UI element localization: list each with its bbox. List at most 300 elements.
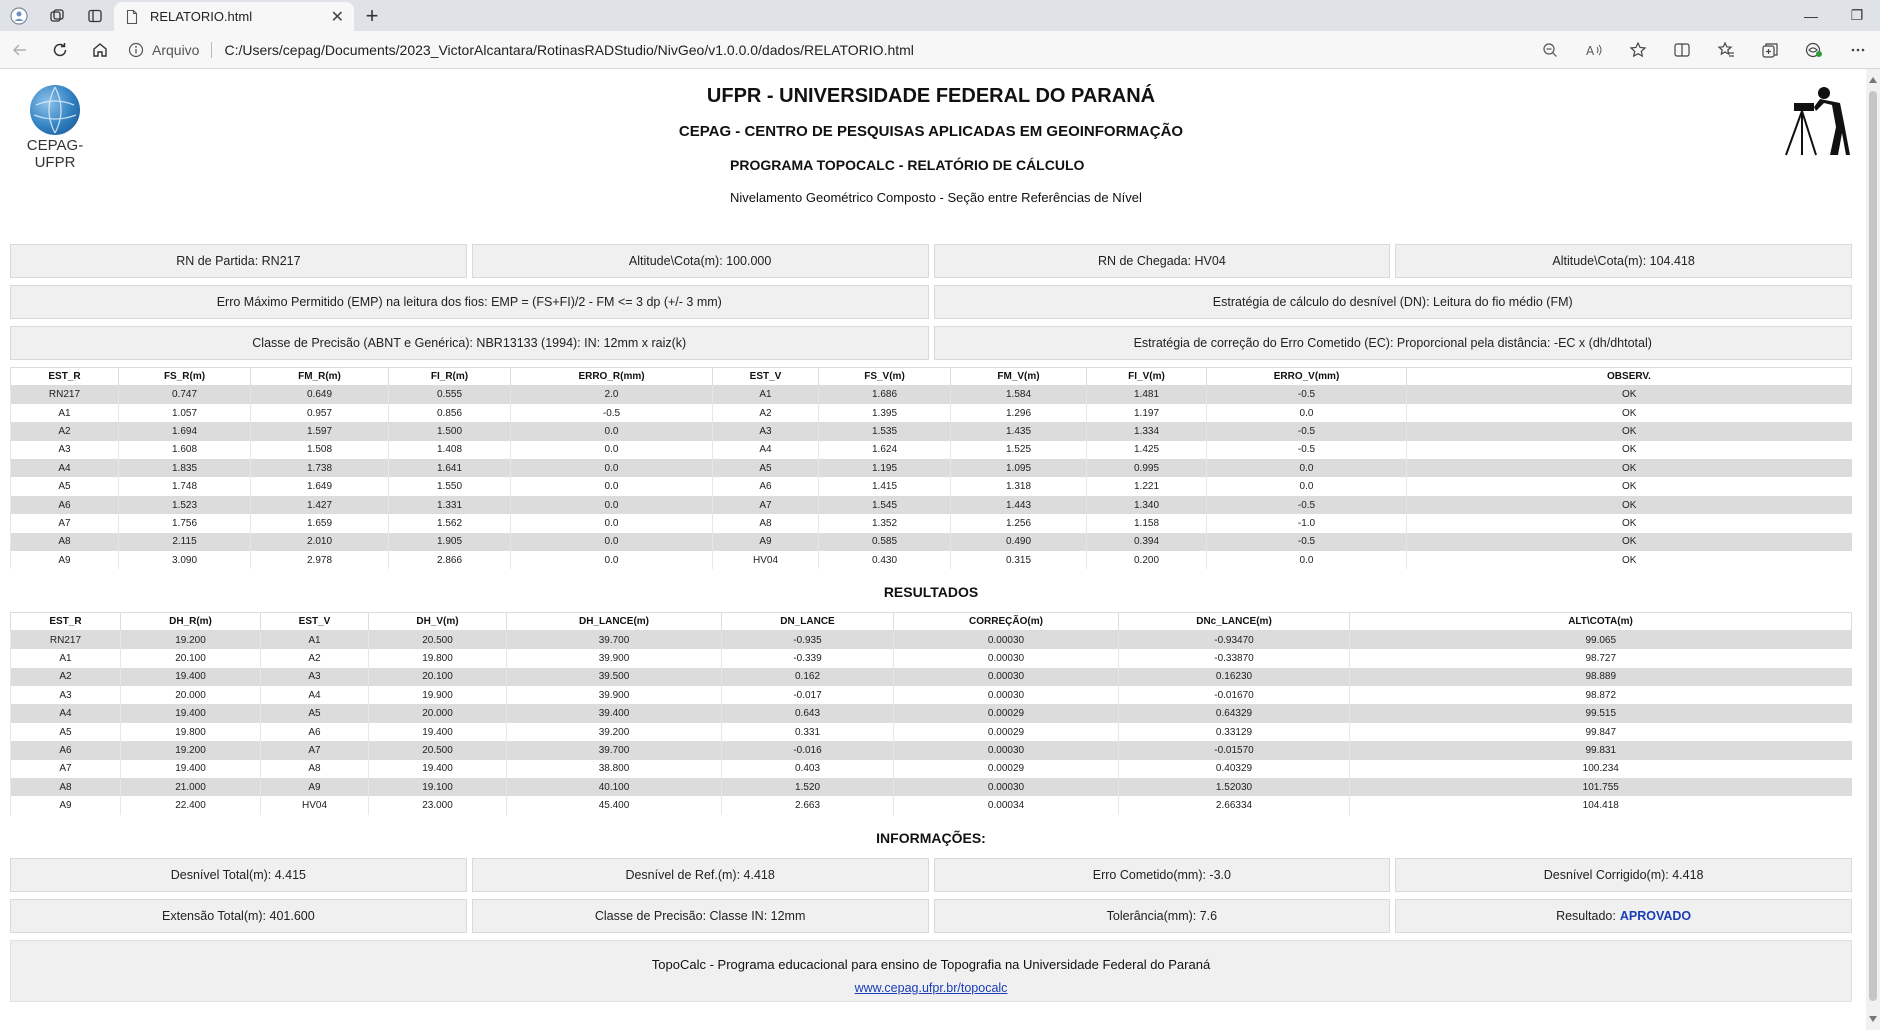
table-cell: 99.065	[1350, 631, 1852, 649]
table-cell: 0.00030	[894, 631, 1119, 649]
table-cell: A8	[261, 760, 369, 778]
table-cell: -0.5	[1207, 441, 1407, 459]
results-table	[10, 612, 1852, 814]
column-header: DH_V(m)	[369, 613, 507, 631]
new-tab-button[interactable]: +	[365, 2, 379, 28]
table-cell: A3	[713, 422, 819, 440]
table-cell: 20.100	[369, 668, 507, 686]
table-cell: OK	[1407, 441, 1852, 459]
table-cell: 1.296	[951, 404, 1087, 422]
table-cell: -0.5	[1207, 386, 1407, 404]
desnivel-corrigido: Desnível Corrigido(m): 4.418	[1395, 858, 1852, 892]
table-cell: -0.01670	[1119, 686, 1350, 704]
table-row	[11, 422, 1852, 440]
table-cell: A5	[11, 723, 121, 741]
table-cell: 1.659	[251, 514, 389, 532]
table-cell: 2.866	[389, 551, 511, 569]
table-cell: A9	[11, 796, 121, 814]
table-cell: A1	[11, 649, 121, 667]
table-cell: A7	[261, 741, 369, 759]
column-header: EST_V	[261, 613, 369, 631]
page-subtitle: CEPAG - CENTRO DE PESQUISAS APLICADAS EM GEOINFORMAÇÃO	[678, 123, 1184, 140]
table-cell: 1.408	[389, 441, 511, 459]
table-cell: 23.000	[369, 796, 507, 814]
table-cell: 0.0	[1207, 404, 1407, 422]
table-cell: 21.000	[121, 778, 261, 796]
column-header: FM_V(m)	[951, 368, 1087, 386]
column-header: EST_R	[11, 368, 119, 386]
table-cell: 0.33129	[1119, 723, 1350, 741]
table-cell: -0.5	[511, 404, 713, 422]
table-cell: OK	[1407, 496, 1852, 514]
classe-precisao-info: Classe de Precisão (ABNT e Genérica): NBR13133 (1994): IN: 12mm x raiz(k)	[10, 326, 929, 360]
tab-title: RELATORIO.html	[150, 9, 253, 24]
table-cell: 19.200	[121, 741, 261, 759]
table-cell: 1.686	[819, 386, 951, 404]
table-cell: 39.700	[507, 741, 722, 759]
table-cell: 40.100	[507, 778, 722, 796]
profile-icon[interactable]	[0, 0, 38, 31]
table-cell: 1.425	[1087, 441, 1207, 459]
table-cell: 39.700	[507, 631, 722, 649]
table-cell: 2.0	[511, 386, 713, 404]
column-header: DH_R(m)	[121, 613, 261, 631]
table-cell: 39.400	[507, 704, 722, 722]
table-cell: A8	[11, 533, 119, 551]
table-cell: 0.00034	[894, 796, 1119, 814]
table-cell: 99.515	[1350, 704, 1852, 722]
table-cell: 98.889	[1350, 668, 1852, 686]
page-viewport	[0, 69, 1880, 1030]
extensao-total: Extensão Total(m): 401.600	[10, 899, 467, 933]
home-button[interactable]	[80, 41, 120, 59]
scroll-thumb[interactable]	[1869, 91, 1877, 1001]
table-cell: 39.200	[507, 723, 722, 741]
table-row	[11, 723, 1852, 741]
table-row	[11, 796, 1852, 814]
table-cell: 100.234	[1350, 760, 1852, 778]
table-cell: HV04	[713, 551, 819, 569]
report-footer	[10, 940, 1852, 1002]
table-cell: 20.000	[369, 704, 507, 722]
table-cell: 0.200	[1087, 551, 1207, 569]
tab-close-icon[interactable]: ✕	[330, 8, 344, 26]
table-cell: 99.847	[1350, 723, 1852, 741]
favorites-icon[interactable]	[1704, 41, 1748, 59]
table-cell: 19.400	[121, 760, 261, 778]
table-cell: 0.0	[1207, 477, 1407, 495]
table-row	[11, 459, 1852, 477]
table-row	[11, 386, 1852, 404]
summary-row-1	[10, 858, 1852, 892]
results-title: RESULTADOS	[883, 584, 979, 601]
table-cell: A7	[713, 496, 819, 514]
table-cell: 2.66334	[1119, 796, 1350, 814]
favorite-star-icon[interactable]	[1616, 41, 1660, 59]
table-cell: A6	[11, 496, 119, 514]
table-cell: OK	[1407, 404, 1852, 422]
desnivel-ref: Desnível de Ref.(m): 4.418	[472, 858, 929, 892]
table-cell: 0.64329	[1119, 704, 1350, 722]
table-cell: 0.162	[722, 668, 894, 686]
report-page	[10, 69, 1852, 1002]
table-cell: -1.0	[1207, 514, 1407, 532]
info-row-2	[10, 285, 1852, 319]
table-cell: 0.995	[1087, 459, 1207, 477]
vertical-tabs-icon[interactable]	[76, 0, 114, 31]
table-cell: -0.33870	[1119, 649, 1350, 667]
table-cell: A5	[261, 704, 369, 722]
summary-row-2	[10, 899, 1852, 933]
info-title: INFORMAÇÕES:	[876, 829, 986, 846]
table-cell: 19.900	[369, 686, 507, 704]
table-cell: 1.481	[1087, 386, 1207, 404]
table-cell: 19.800	[369, 649, 507, 667]
table-cell: A2	[11, 668, 121, 686]
table-cell: A2	[261, 649, 369, 667]
table-cell: 1.508	[251, 441, 389, 459]
table-cell: 0.490	[951, 533, 1087, 551]
table-cell: 0.00030	[894, 686, 1119, 704]
read-aloud-icon[interactable]	[1572, 42, 1616, 58]
table-cell: -0.5	[1207, 496, 1407, 514]
table-cell: 0.0	[511, 477, 713, 495]
table-cell: 0.649	[251, 386, 389, 404]
table-cell: 19.400	[121, 668, 261, 686]
table-cell: 0.00029	[894, 704, 1119, 722]
table-cell: 1.748	[119, 477, 251, 495]
column-header: FM_R(m)	[251, 368, 389, 386]
table-cell: A9	[11, 551, 119, 569]
program-title: PROGRAMA TOPOCALC - RELATÓRIO DE CÁLCULO	[730, 157, 1085, 173]
table-cell: A8	[11, 778, 121, 796]
table-cell: 1.641	[389, 459, 511, 477]
workspaces-icon[interactable]	[38, 0, 76, 31]
collections-icon[interactable]	[1748, 41, 1792, 59]
table-cell: 0.0	[511, 459, 713, 477]
table-cell: -0.017	[722, 686, 894, 704]
table-cell: 0.585	[819, 533, 951, 551]
footer-text: TopoCalc - Programa educacional para ensino de Topografia na Universidade Federal do Paraná	[651, 956, 1211, 972]
table-cell: 0.0	[511, 441, 713, 459]
column-header: ALT\COTA(m)	[1350, 613, 1852, 631]
split-screen-icon[interactable]	[1660, 41, 1704, 59]
table-cell: 0.430	[819, 551, 951, 569]
table-cell: A9	[713, 533, 819, 551]
table-cell: A4	[261, 686, 369, 704]
column-header: OBSERV.	[1407, 368, 1852, 386]
page-title: UFPR - UNIVERSIDADE FEDERAL DO PARANÁ	[706, 85, 1156, 107]
column-header: FS_V(m)	[819, 368, 951, 386]
rn-partida: RN de Partida: RN217	[10, 244, 467, 278]
table-cell: 1.443	[951, 496, 1087, 514]
toolbar-right	[1528, 41, 1880, 59]
address-bar	[0, 31, 1880, 69]
readings-table	[10, 367, 1852, 569]
table-cell: 0.40329	[1119, 760, 1350, 778]
table-cell: 104.418	[1350, 796, 1852, 814]
table-cell: A1	[713, 386, 819, 404]
refresh-button[interactable]	[40, 41, 80, 59]
url-scheme: Arquivo	[152, 41, 200, 58]
table-cell: 1.500	[389, 422, 511, 440]
table-cell: 0.00030	[894, 649, 1119, 667]
table-cell: 19.400	[121, 704, 261, 722]
table-cell: A1	[11, 404, 119, 422]
minimize-icon[interactable]: —	[1804, 7, 1818, 24]
tab-bar	[0, 0, 1880, 31]
table-cell: 1.340	[1087, 496, 1207, 514]
table-cell: 0.394	[1087, 533, 1207, 551]
table-cell: 1.584	[951, 386, 1087, 404]
table-row	[11, 404, 1852, 422]
table-row	[11, 760, 1852, 778]
restore-icon[interactable]: ❐	[1850, 7, 1864, 23]
table-cell: 1.195	[819, 459, 951, 477]
table-cell: 0.555	[389, 386, 511, 404]
back-arrow-icon	[11, 41, 29, 59]
table-cell: 19.400	[369, 723, 507, 741]
table-cell: 45.400	[507, 796, 722, 814]
column-header: EST_V	[713, 368, 819, 386]
vertical-scrollbar[interactable]	[1866, 69, 1880, 1030]
extensions-icon[interactable]	[1792, 41, 1836, 59]
table-cell: 98.872	[1350, 686, 1852, 704]
table-cell: 0.00029	[894, 760, 1119, 778]
table-cell: 19.800	[121, 723, 261, 741]
column-header: ERRO_R(mm)	[511, 368, 713, 386]
table-cell: -0.339	[722, 649, 894, 667]
table-cell: 1.562	[389, 514, 511, 532]
table-cell: 1.624	[819, 441, 951, 459]
column-header: DN_LANCE	[722, 613, 894, 631]
table-row	[11, 514, 1852, 532]
table-cell: 2.663	[722, 796, 894, 814]
table-cell: 0.331	[722, 723, 894, 741]
table-cell: A3	[261, 668, 369, 686]
table-cell: 39.900	[507, 686, 722, 704]
table-cell: 1.535	[819, 422, 951, 440]
table-cell: 0.0	[511, 551, 713, 569]
table-cell: 39.500	[507, 668, 722, 686]
refresh-icon	[51, 41, 69, 59]
emp-info: Erro Máximo Permitido (EMP) na leitura dos fios: EMP = (FS+FI)/2 - FM <= 3 dp (+/- 3 mm)	[10, 285, 929, 319]
table-cell: 0.0	[1207, 551, 1407, 569]
table-cell: OK	[1407, 386, 1852, 404]
resultado-value: APROVADO	[1619, 908, 1692, 923]
table-row	[11, 686, 1852, 704]
table-cell: 1.520	[722, 778, 894, 796]
report-description: Nivelamento Geométrico Composto - Seção entre Referências de Nível	[730, 190, 1142, 205]
logo-label: CEPAG-UFPR	[26, 137, 84, 171]
info-row-3	[10, 326, 1852, 360]
table-cell: -0.01570	[1119, 741, 1350, 759]
table-cell: 0.00030	[894, 778, 1119, 796]
url-field[interactable]	[128, 36, 1518, 64]
table-cell: A5	[11, 477, 119, 495]
table-cell: 1.057	[119, 404, 251, 422]
url-path: C:/Users/cepag/Documents/2023_VictorAlcantara/RotinasRADStudio/NivGeo/v1.0.0.0/dados/RELATORIO.html	[224, 41, 914, 58]
table-cell: HV04	[261, 796, 369, 814]
document-icon	[124, 9, 140, 25]
table-cell: -0.93470	[1119, 631, 1350, 649]
table-row	[11, 741, 1852, 759]
table-cell: OK	[1407, 477, 1852, 495]
table-cell: A3	[11, 441, 119, 459]
more-menu-icon[interactable]	[1836, 41, 1880, 59]
column-header: FI_R(m)	[389, 368, 511, 386]
table-cell: 0.643	[722, 704, 894, 722]
table-cell: OK	[1407, 551, 1852, 569]
table-cell: RN217	[11, 386, 119, 404]
table-cell: 20.500	[369, 741, 507, 759]
table-cell: -0.5	[1207, 422, 1407, 440]
table-cell: -0.016	[722, 741, 894, 759]
scroll-down-icon[interactable]	[1869, 1016, 1877, 1022]
table-cell: 0.00030	[894, 741, 1119, 759]
table-cell: 0.0	[511, 422, 713, 440]
table-cell: 1.550	[389, 477, 511, 495]
table-cell: 38.800	[507, 760, 722, 778]
table-cell: 1.523	[119, 496, 251, 514]
table-cell: A7	[11, 514, 119, 532]
table-cell: 1.158	[1087, 514, 1207, 532]
classe-precisao: Classe de Precisão: Classe IN: 12mm	[472, 899, 929, 933]
table-cell: 0.0	[511, 496, 713, 514]
table-cell: 1.525	[951, 441, 1087, 459]
table-cell: OK	[1407, 533, 1852, 551]
column-header: FS_R(m)	[119, 368, 251, 386]
table-cell: RN217	[11, 631, 121, 649]
table-cell: 19.400	[369, 760, 507, 778]
column-header: DNc_LANCE(m)	[1119, 613, 1350, 631]
table-cell: 1.352	[819, 514, 951, 532]
table-cell: OK	[1407, 422, 1852, 440]
table-cell: 1.435	[951, 422, 1087, 440]
table-cell: 22.400	[121, 796, 261, 814]
table-cell: A9	[261, 778, 369, 796]
table-cell: A5	[713, 459, 819, 477]
resultado	[1395, 899, 1852, 933]
erro-cometido: Erro Cometido(mm): -3.0	[934, 858, 1391, 892]
table-cell: 1.756	[119, 514, 251, 532]
table-cell: 19.200	[121, 631, 261, 649]
table-cell: A1	[261, 631, 369, 649]
table-cell: 0.0	[1207, 459, 1407, 477]
svg-text:A: A	[1586, 43, 1595, 58]
table-row	[11, 533, 1852, 551]
table-cell: A6	[261, 723, 369, 741]
table-cell: A2	[11, 422, 119, 440]
table-cell: 1.334	[1087, 422, 1207, 440]
table-cell: A8	[713, 514, 819, 532]
table-cell: 1.597	[251, 422, 389, 440]
table-cell: 1.738	[251, 459, 389, 477]
table-cell: 101.755	[1350, 778, 1852, 796]
window-controls	[1788, 0, 1880, 31]
table-cell: 1.835	[119, 459, 251, 477]
table-cell: 1.545	[819, 496, 951, 514]
surveyor-icon	[1780, 83, 1850, 159]
table-cell: 0.0	[511, 533, 713, 551]
table-cell: A2	[713, 404, 819, 422]
zoom-out-icon[interactable]	[1528, 42, 1572, 58]
table-cell: 39.900	[507, 649, 722, 667]
column-header: CORREÇÃO(m)	[894, 613, 1119, 631]
estrategia-dn: Estratégia de cálculo do desnível (DN): Leitura do fio médio (FM)	[934, 285, 1853, 319]
table-cell: 0.00030	[894, 668, 1119, 686]
table-cell: OK	[1407, 514, 1852, 532]
table-cell: 1.197	[1087, 404, 1207, 422]
table-cell: A7	[11, 760, 121, 778]
table-cell: 1.221	[1087, 477, 1207, 495]
table-cell: 2.978	[251, 551, 389, 569]
info-row-1	[10, 244, 1852, 278]
resultado-label: Resultado:	[1556, 908, 1616, 923]
table-row	[11, 551, 1852, 569]
table-cell: 0.00029	[894, 723, 1119, 741]
report-header	[10, 69, 1852, 244]
table-row	[11, 704, 1852, 722]
table-cell: 0.16230	[1119, 668, 1350, 686]
table-cell: 0.856	[389, 404, 511, 422]
tolerancia: Tolerância(mm): 7.6	[934, 899, 1391, 933]
table-cell: A6	[11, 741, 121, 759]
table-cell: 1.095	[951, 459, 1087, 477]
table-cell: 0.315	[951, 551, 1087, 569]
url-separator	[211, 42, 212, 58]
table-cell: 20.100	[121, 649, 261, 667]
table-cell: 0.403	[722, 760, 894, 778]
active-tab[interactable]	[114, 2, 354, 31]
table-row	[11, 496, 1852, 514]
table-cell: 1.415	[819, 477, 951, 495]
table-cell: OK	[1407, 459, 1852, 477]
table-cell: 98.727	[1350, 649, 1852, 667]
table-row	[11, 477, 1852, 495]
table-cell: 3.090	[119, 551, 251, 569]
table-cell: A4	[713, 441, 819, 459]
table-cell: 1.905	[389, 533, 511, 551]
table-row	[11, 668, 1852, 686]
table-cell: A4	[11, 459, 119, 477]
column-header: EST_R	[11, 613, 121, 631]
table-cell: 99.831	[1350, 741, 1852, 759]
table-cell: 1.649	[251, 477, 389, 495]
table-cell: -0.935	[722, 631, 894, 649]
table-cell: 1.608	[119, 441, 251, 459]
table-cell: 2.010	[251, 533, 389, 551]
home-icon	[91, 41, 109, 59]
footer-link[interactable]: www.cepag.ufpr.br/topocalc	[854, 980, 1008, 995]
rn-chegada: RN de Chegada: HV04	[934, 244, 1391, 278]
table-row	[11, 649, 1852, 667]
back-button[interactable]	[0, 41, 40, 59]
estrategia-ec: Estratégia de correção do Erro Cometido (EC): Proporcional pela distância: -EC x (dh/dhtotal)	[934, 326, 1853, 360]
table-cell: 19.100	[369, 778, 507, 796]
table-cell: 1.52030	[1119, 778, 1350, 796]
table-row	[11, 441, 1852, 459]
table-cell: 0.0	[511, 514, 713, 532]
table-cell: A6	[713, 477, 819, 495]
scroll-up-icon[interactable]	[1869, 77, 1877, 83]
table-cell: 0.747	[119, 386, 251, 404]
desnivel-total: Desnível Total(m): 4.415	[10, 858, 467, 892]
column-header: DH_LANCE(m)	[507, 613, 722, 631]
info-icon[interactable]	[128, 42, 144, 58]
table-cell: A4	[11, 704, 121, 722]
altitude-chegada: Altitude\Cota(m): 104.418	[1395, 244, 1852, 278]
